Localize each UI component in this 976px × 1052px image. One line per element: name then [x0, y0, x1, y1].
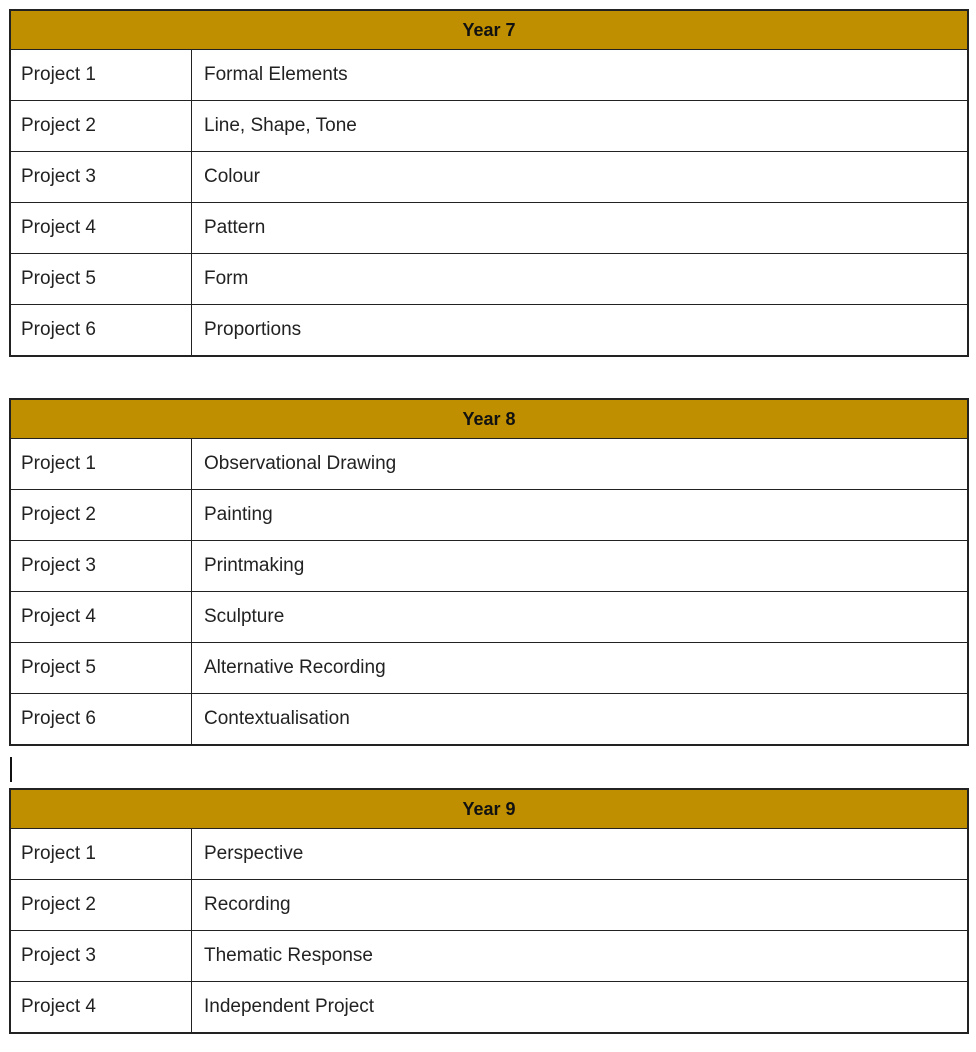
project-cell: Project 3	[11, 152, 192, 202]
topic-cell: Alternative Recording	[204, 657, 386, 678]
table-row	[11, 931, 967, 982]
table-row	[11, 203, 967, 254]
topic-cell: Perspective	[204, 843, 304, 864]
table-row	[11, 592, 967, 643]
table-row	[11, 982, 967, 1032]
project-cell: Project 3	[11, 541, 192, 591]
project-cell: Project 2	[11, 880, 192, 930]
table-row	[11, 254, 967, 305]
topic-cell: Formal Elements	[204, 64, 348, 85]
topic-cell: Independent Project	[204, 996, 375, 1017]
project-cell: Project 4	[11, 203, 192, 253]
table-header: Year 7	[11, 11, 967, 50]
topic-cell: Pattern	[204, 217, 266, 238]
project-cell: Project 2	[11, 490, 192, 540]
year-8-table	[9, 398, 969, 746]
topic-cell: Painting	[204, 504, 273, 525]
table-header: Year 8	[11, 400, 967, 439]
table-header: Year 9	[11, 790, 967, 829]
table-row	[11, 829, 967, 880]
topic-cell: Form	[204, 268, 249, 289]
project-cell: Project 6	[11, 694, 192, 744]
table-row	[11, 694, 967, 744]
project-cell: Project 6	[11, 305, 192, 355]
table-row	[11, 50, 967, 101]
project-cell: Project 1	[11, 439, 192, 489]
topic-cell: Recording	[204, 894, 291, 915]
topic-cell: Thematic Response	[204, 945, 373, 966]
year-7-table	[9, 9, 969, 357]
project-cell: Project 4	[11, 592, 192, 642]
project-cell: Project 4	[11, 982, 192, 1032]
topic-cell: Contextualisation	[204, 708, 350, 729]
table-row	[11, 541, 967, 592]
topic-cell: Proportions	[204, 319, 302, 340]
project-cell: Project 2	[11, 101, 192, 151]
table-row	[11, 643, 967, 694]
project-cell: Project 5	[11, 254, 192, 304]
topic-cell: Observational Drawing	[204, 453, 397, 474]
table-row	[11, 880, 967, 931]
topic-cell: Sculpture	[204, 606, 285, 627]
topic-cell: Printmaking	[204, 555, 305, 576]
year-9-table	[9, 788, 969, 1034]
topic-cell: Colour	[204, 166, 260, 187]
text-cursor[interactable]	[10, 757, 12, 782]
table-row	[11, 152, 967, 203]
table-row	[11, 490, 967, 541]
table-row	[11, 305, 967, 355]
table-row	[11, 439, 967, 490]
table-row	[11, 101, 967, 152]
topic-cell: Line, Shape, Tone	[204, 115, 357, 136]
project-cell: Project 3	[11, 931, 192, 981]
project-cell: Project 1	[11, 829, 192, 879]
project-cell: Project 1	[11, 50, 192, 100]
project-cell: Project 5	[11, 643, 192, 693]
